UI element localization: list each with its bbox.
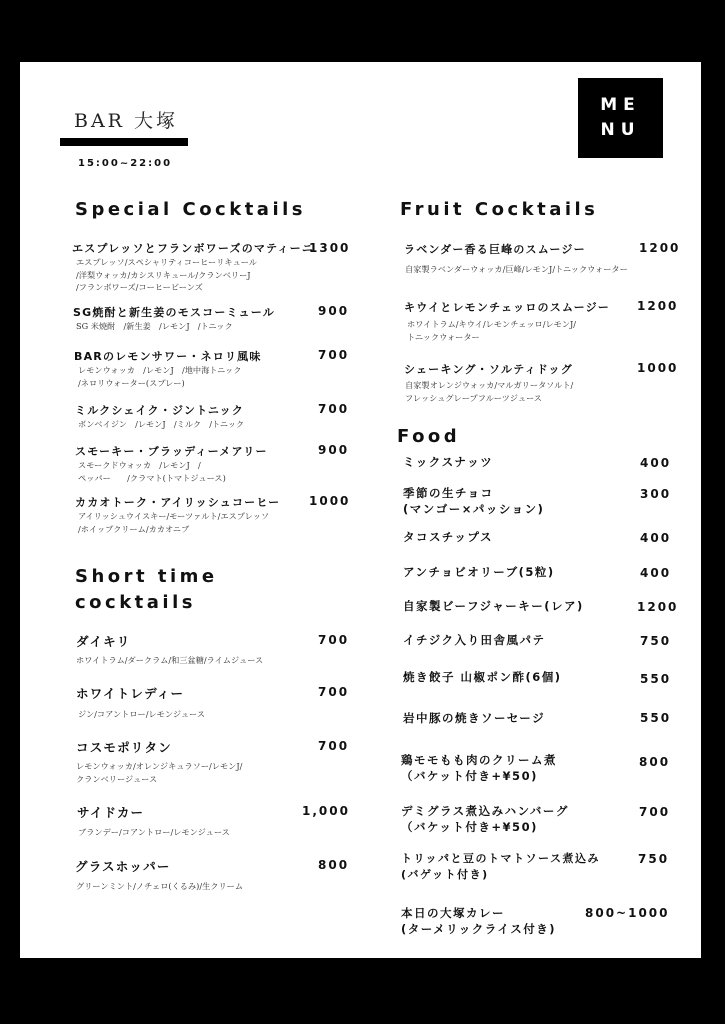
fruit-item-desc: 自家製ラベンダーウォッカ/巨峰/レモンJ/トニックウォーター bbox=[405, 264, 628, 274]
title-underline bbox=[60, 138, 188, 146]
special-item-name: スモーキー・ブラッディーメアリー bbox=[75, 445, 268, 458]
short-cocktails-title-line2: cocktails bbox=[75, 592, 196, 613]
fruit-item-price: 1200 bbox=[639, 241, 681, 255]
food-item-price: 1200 bbox=[637, 600, 679, 614]
special-item-name: エスプレッソとフランボワーズのマティーニ bbox=[72, 242, 315, 255]
special-item-price: 900 bbox=[318, 304, 350, 318]
special-item-name: ミルクシェイク・ジントニック bbox=[75, 404, 244, 417]
food-item-price: 550 bbox=[640, 711, 672, 725]
food-item-price: 750 bbox=[638, 852, 670, 866]
food-item-name: 本日の大塚カレー (ターメリックライス付き) bbox=[401, 906, 557, 936]
food-item-price: 400 bbox=[640, 456, 672, 470]
special-item-desc: アイリッシュウイスキー/モーツァルト/エスプレッソ /ホイップクリーム/カカオニブ bbox=[78, 511, 270, 534]
short-item-price: 700 bbox=[318, 739, 350, 753]
short-item-price: 1,000 bbox=[302, 804, 350, 818]
fruit-item-price: 1000 bbox=[637, 361, 679, 375]
fruit-item-name: ラベンダー香る巨峰のスムージー bbox=[404, 243, 586, 256]
special-item-desc: スモークドウォッカ /レモンJ / ペッパー /クラマト(トマトジュース) bbox=[78, 460, 226, 483]
special-item-name: BARのレモンサワー・ネロリ風味 bbox=[74, 350, 262, 363]
special-item-price: 700 bbox=[318, 348, 350, 362]
fruit-item-name: シェーキング・ソルティドッグ bbox=[404, 363, 573, 376]
food-item-price: 400 bbox=[640, 531, 672, 545]
short-item-name: サイドカー bbox=[77, 805, 145, 820]
short-item-name: ホワイトレディー bbox=[76, 686, 185, 701]
short-item-name: コスモポリタン bbox=[76, 740, 172, 755]
special-item-desc: レモンウォッカ /レモンJ /地中海トニック /ネロリウォーター(スプレー) bbox=[78, 365, 242, 388]
short-item-price: 700 bbox=[318, 633, 350, 647]
food-item-price: 750 bbox=[640, 634, 672, 648]
food-item-name: 自家製ビーフジャーキー(レア) bbox=[403, 599, 584, 613]
special-item-price: 1000 bbox=[309, 494, 351, 508]
opening-hours: 15:00~22:00 bbox=[78, 158, 173, 169]
food-item-name: デミグラス煮込みハンバーグ （バケット付き+¥50) bbox=[401, 804, 569, 834]
fruit-cocktails-title: Fruit Cocktails bbox=[400, 199, 599, 220]
special-item-name: SG焼酎と新生姜のモスコーミュール bbox=[73, 306, 275, 319]
food-title: Food bbox=[397, 426, 461, 447]
short-item-desc: ブランデー/コアントロー/レモンジュース bbox=[78, 827, 230, 837]
food-item-name: 季節の生チョコ (マンゴー×パッション) bbox=[403, 486, 545, 516]
food-item-name: タコスチップス bbox=[403, 530, 493, 544]
short-cocktails-title-line1: Short time bbox=[75, 566, 218, 587]
special-cocktails-title: Special Cocktails bbox=[75, 199, 307, 220]
special-item-name: カカオトーク・アイリッシュコーヒー bbox=[75, 496, 281, 509]
short-item-desc: ホワイトラム/ダークラム/和三盆糖/ライムジュース bbox=[76, 655, 264, 665]
special-item-price: 700 bbox=[318, 402, 350, 416]
food-item-price: 400 bbox=[640, 566, 672, 580]
menu-badge-line1: ME bbox=[600, 95, 641, 115]
special-item-desc: エスプレッソ/スペシャリティコーヒーリキュール /洋梨ウォッカ/カシスリキュール/クランベリーJ /フランボワーズ/コーヒービーンズ bbox=[76, 257, 257, 292]
food-item-name: 岩中豚の焼きソーセージ bbox=[403, 711, 546, 725]
short-item-desc: ジン/コアントロー/レモンジュース bbox=[78, 709, 206, 719]
short-item-desc: グリーンミント/ノチェロ(くるみ)/生クリーム bbox=[76, 881, 244, 891]
short-item-name: グラスホッパー bbox=[75, 859, 171, 874]
special-item-desc: ボンベイジン /レモンJ /ミルク /トニック bbox=[78, 419, 245, 429]
food-item-name: 鶏モモもも肉のクリーム煮 （バケット付き+¥50) bbox=[401, 753, 557, 783]
food-item-name: トリッパと豆のトマトソース煮込み (バゲット付き) bbox=[401, 852, 601, 881]
special-item-price: 1300 bbox=[309, 241, 351, 255]
bar-name: BAR 大塚 bbox=[74, 110, 179, 132]
menu-page bbox=[20, 62, 701, 958]
fruit-item-desc: ホワイトラム/キウイ/レモンチェッロ/レモンJ/ トニックウォーター bbox=[407, 319, 577, 342]
food-item-name: イチジク入り田舎風パテ bbox=[403, 633, 546, 647]
food-item-price: 300 bbox=[640, 487, 672, 501]
short-item-price: 700 bbox=[318, 685, 350, 699]
short-item-desc: レモンウォッカ/オレンジキュラソー/レモンJ/ クランベリージュース bbox=[76, 761, 243, 784]
food-item-name: 焼き餃子 山椒ポン酢(6個) bbox=[403, 670, 562, 684]
menu-badge bbox=[578, 78, 663, 158]
fruit-item-name: キウイとレモンチェッロのスムージー bbox=[404, 301, 610, 314]
short-item-price: 800 bbox=[318, 858, 350, 872]
food-item-price: 800~1000 bbox=[585, 906, 670, 920]
special-item-desc: SG 米焼酎 /新生姜 /レモンJ /トニック bbox=[76, 321, 233, 331]
food-item-price: 550 bbox=[640, 672, 672, 686]
short-item-name: ダイキリ bbox=[76, 634, 131, 649]
food-item-name: アンチョビオリーブ(5粒) bbox=[403, 565, 555, 579]
menu-badge-line2: NU bbox=[600, 120, 641, 140]
fruit-item-price: 1200 bbox=[637, 299, 679, 313]
food-item-price: 800 bbox=[639, 755, 671, 769]
food-item-name: ミックスナッツ bbox=[403, 455, 494, 469]
food-item-price: 700 bbox=[639, 805, 671, 819]
special-item-price: 900 bbox=[318, 443, 350, 457]
fruit-item-desc: 自家製オレンジウォッカ/マルガリータソルト/ フレッシュグレープフルーツジュース bbox=[405, 380, 574, 403]
